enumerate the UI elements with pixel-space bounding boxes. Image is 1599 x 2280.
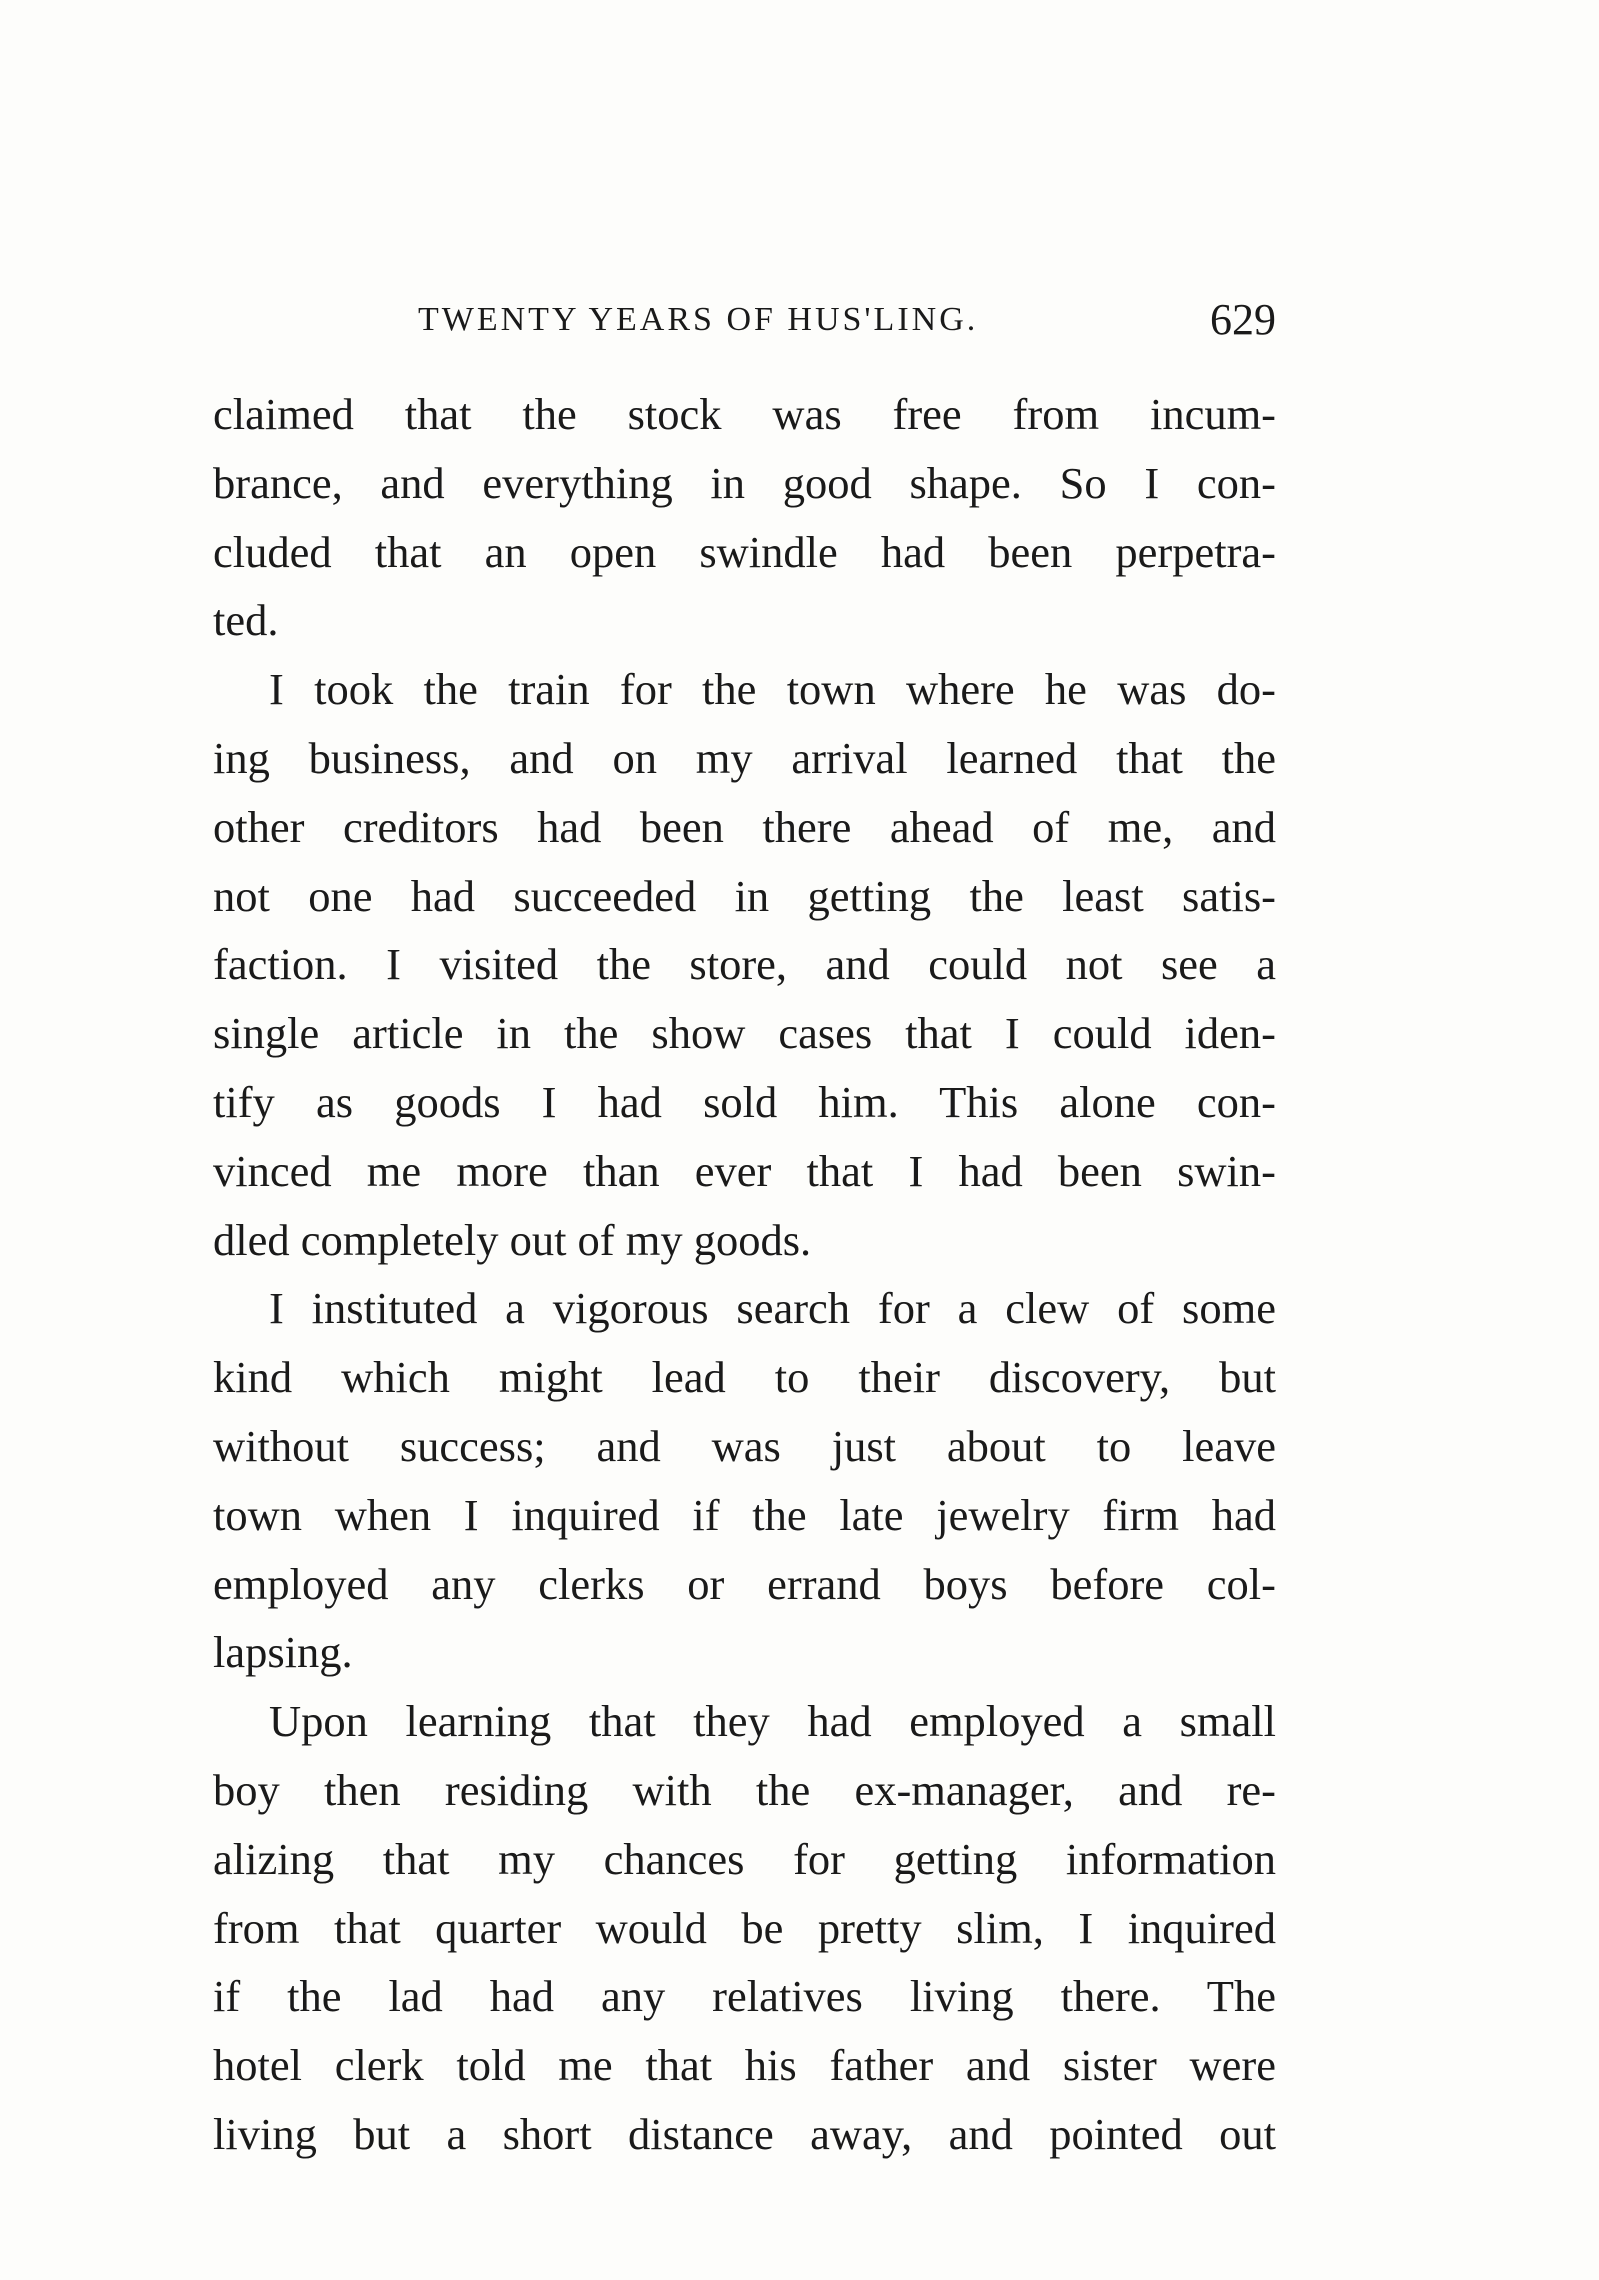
text-line: brance, and everything in good shape. So I con- bbox=[213, 457, 1276, 508]
text-line: I took the train for the town where he was do- bbox=[269, 664, 1276, 715]
text-line: I instituted a vigorous search for a clew of some bbox=[269, 1283, 1276, 1334]
text-line: other creditors had been there ahead of me, and bbox=[213, 801, 1276, 852]
text-line: claimed that the stock was free from incum- bbox=[213, 389, 1276, 439]
text-line: kind which might lead to their discovery, but bbox=[213, 1352, 1276, 1403]
paragraph-4 bbox=[213, 1687, 1276, 2169]
body-text bbox=[213, 380, 1276, 2169]
running-title: TWENTY YEARS OF HUS'LING. bbox=[418, 301, 979, 338]
paragraph-3 bbox=[213, 1274, 1276, 1687]
text-line: living but a short distance away, and pointed out bbox=[213, 2108, 1276, 2159]
text-line: town when I inquired if the late jewelry firm had bbox=[213, 1489, 1276, 1540]
text-line: dled completely out of my goods. bbox=[213, 1214, 812, 1265]
text-line: without success; and was just about to leave bbox=[213, 1420, 1276, 1471]
text-line: hotel clerk told me that his father and sister were bbox=[213, 2040, 1276, 2091]
page-number: 629 bbox=[1210, 295, 1276, 344]
text-line: alizing that my chances for getting information bbox=[213, 1833, 1276, 1884]
paragraph-2 bbox=[213, 655, 1276, 1274]
text-line: cluded that an open swindle had been perpetra- bbox=[213, 526, 1276, 577]
text-line: from that quarter would be pretty slim, I inquired bbox=[213, 1902, 1276, 1953]
paragraph-1 bbox=[213, 380, 1276, 655]
text-line: ing business, and on my arrival learned that the bbox=[213, 732, 1276, 783]
running-head bbox=[213, 292, 1276, 348]
text-line: boy then residing with the ex-manager, and re- bbox=[213, 1764, 1276, 1815]
text-line: Upon learning that they had employed a small bbox=[269, 1696, 1276, 1747]
text-line: not one had succeeded in getting the least satis- bbox=[213, 870, 1276, 921]
text-line: employed any clerks or errand boys before col- bbox=[213, 1558, 1276, 1609]
text-line: tify as goods I had sold him. This alone con- bbox=[213, 1076, 1276, 1127]
text-line: vinced me more than ever that I had been swin- bbox=[213, 1145, 1276, 1196]
text-line: single article in the show cases that I could iden- bbox=[213, 1008, 1276, 1059]
text-line: faction. I visited the store, and could not see a bbox=[213, 939, 1276, 990]
text-line: ted. bbox=[213, 595, 279, 646]
text-line: lapsing. bbox=[213, 1627, 353, 1678]
text-line: if the lad had any relatives living there. The bbox=[213, 1971, 1276, 2022]
